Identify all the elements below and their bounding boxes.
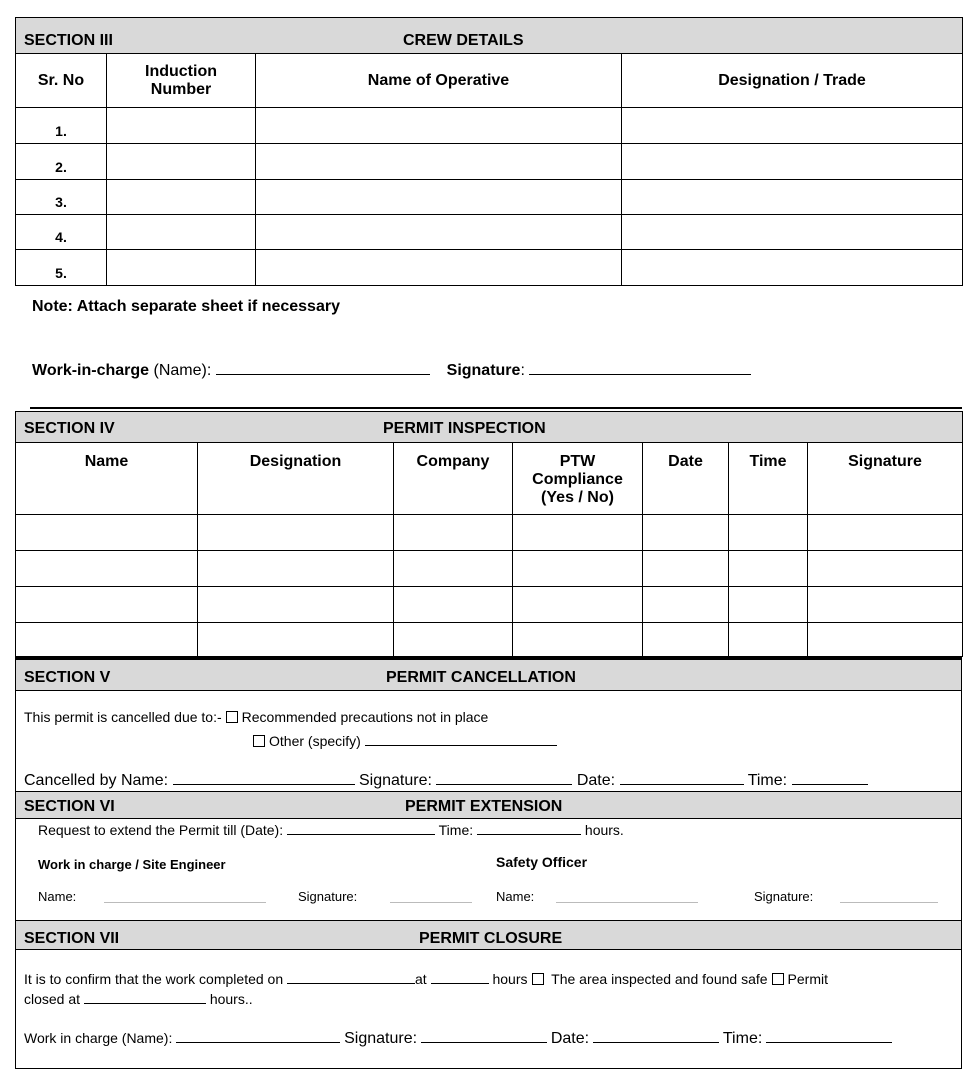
induction-cell[interactable] [107,108,256,144]
attach-note: Note: Attach separate sheet if necessary [32,298,340,315]
ext-signature-1-field[interactable] [390,890,472,903]
inspection-row[interactable] [16,515,963,551]
closure-signature-label: Signature: [344,1030,418,1047]
row-number: 5. [16,250,107,286]
area-safe-label: The area inspected and found safe [551,971,768,987]
designation-cell[interactable] [622,215,963,250]
row-number: 1. [16,108,107,144]
closure-signature-field[interactable] [421,1028,547,1043]
crew-details-table [15,17,963,286]
cancelled-by-line [24,770,868,790]
cancelled-due-label: This permit is cancelled due to:- [24,709,222,725]
header-signature: Signature [808,443,963,515]
safety-officer-label: Safety Officer [496,854,588,870]
closure-confirm-line [24,969,828,987]
header-ptw-compliance: PTW Compliance (Yes / No) [513,443,643,515]
section-7-title: PERMIT CLOSURE [419,930,563,947]
inspection-row[interactable] [16,551,963,587]
extension-request-line [38,820,624,838]
section-3-title: CREW DETAILS [403,32,524,49]
header-induction-number: Induction Number [107,54,256,108]
extension-date-field[interactable] [287,820,435,835]
induction-cell[interactable] [107,215,256,250]
work-in-charge-signature-field[interactable] [529,360,751,375]
closure-confirm-label: It is to confirm that the work completed on [24,971,284,987]
closure-time-field-2[interactable] [766,1028,892,1043]
closure-time-label: Time: [722,1030,763,1047]
closure-date-label: Date: [550,1030,590,1047]
cancel-time-field[interactable] [792,770,868,785]
row-number: 4. [16,215,107,250]
checkbox-area-safe[interactable] [532,973,544,985]
closure-hours-label: hours [492,971,528,987]
cancel-signature-field[interactable] [436,770,572,785]
inspection-row[interactable] [16,623,963,657]
cancel-time-label: Time: [747,772,788,789]
closed-at-line [24,989,253,1007]
induction-cell[interactable] [107,250,256,286]
operative-cell[interactable] [256,215,622,250]
ext-signature-2-field[interactable] [840,890,938,903]
closure-date-field-2[interactable] [593,1028,719,1043]
closed-hours-label: hours.. [209,991,253,1007]
induction-cell[interactable] [107,144,256,180]
section-3-label: SECTION III [24,32,113,49]
header-time: Time [729,443,808,515]
header-designation: Designation [198,443,394,515]
extension-request-label: Request to extend the Permit till (Date): [38,822,284,838]
closure-date-field[interactable] [287,969,415,984]
ext-name-1-field[interactable] [104,890,266,903]
other-specify-field[interactable] [365,731,557,746]
section-5-label: SECTION V [24,669,111,686]
option-other: Other (specify) [269,733,361,749]
induction-cell[interactable] [107,180,256,215]
signature-colon: : [520,362,530,379]
inspection-row[interactable] [16,587,963,623]
extension-time-field[interactable] [477,820,581,835]
section-5-title: PERMIT CANCELLATION [386,669,576,686]
work-in-charge-line [32,360,751,380]
work-in-charge-site-engineer: Work in charge / Site Engineer [38,857,226,872]
work-in-charge-name-field[interactable] [216,360,430,375]
closure-at-label: at [415,971,427,987]
designation-cell[interactable] [622,250,963,286]
signature-label: Signature [446,362,521,379]
header-name: Name [16,443,198,515]
section-7-label: SECTION VII [24,930,120,947]
cancel-date-label: Date: [576,772,616,789]
closure-signoff-line [24,1028,892,1048]
closure-wic-label: Work in charge (Name): [24,1030,173,1046]
section-6-title: PERMIT EXTENSION [405,798,563,815]
checkbox-other[interactable] [253,735,265,747]
operative-cell[interactable] [256,144,622,180]
ext-signature-1-label: Signature: [298,889,358,904]
operative-cell[interactable] [256,250,622,286]
header-company: Company [394,443,513,515]
designation-cell[interactable] [622,180,963,215]
cancel-date-field[interactable] [620,770,744,785]
section-5-header [16,660,961,691]
permit-inspection-table [15,411,963,657]
ext-name-2-field[interactable] [556,890,698,903]
extension-hours-label: hours. [584,822,624,838]
cancelled-by-label: Cancelled by Name: [24,772,169,789]
extension-time-label: Time: [438,822,474,838]
designation-cell[interactable] [622,108,963,144]
section-6-label: SECTION VI [24,798,115,815]
operative-cell[interactable] [256,108,622,144]
header-name-of-operative: Name of Operative [256,54,622,108]
header-date: Date [643,443,729,515]
other-specify-line [249,731,557,749]
operative-cell[interactable] [256,180,622,215]
permit-label: Permit [787,971,828,987]
ext-signature-2-label: Signature: [754,889,814,904]
ext-name-2-label: Name: [496,889,535,904]
work-in-charge-label: Work-in-charge [32,362,150,379]
cancelled-by-name-field[interactable] [173,770,355,785]
section-4-label: SECTION IV [24,420,115,437]
cancel-signature-label: Signature: [358,772,432,789]
section-7-header [16,921,961,950]
designation-cell[interactable] [622,144,963,180]
option-precautions: Recommended precautions not in place [241,709,489,725]
cancelled-due-line [24,709,488,725]
section-6-header [16,791,961,819]
divider [30,407,962,409]
checkbox-permit-closed[interactable] [772,973,784,985]
ext-name-1-label: Name: [38,889,77,904]
closed-at-label: closed at [24,991,81,1007]
row-number: 2. [16,144,107,180]
header-designation-trade: Designation / Trade [622,54,963,108]
header-sr-no: Sr. No [16,54,107,108]
closure-wic-field[interactable] [176,1028,340,1043]
checkbox-precautions[interactable] [226,711,238,723]
closure-time-field[interactable] [431,969,489,984]
closed-at-field[interactable] [84,989,206,1004]
row-number: 3. [16,180,107,215]
work-in-charge-name-label: (Name): [149,362,216,379]
section-4-title: PERMIT INSPECTION [383,420,546,437]
